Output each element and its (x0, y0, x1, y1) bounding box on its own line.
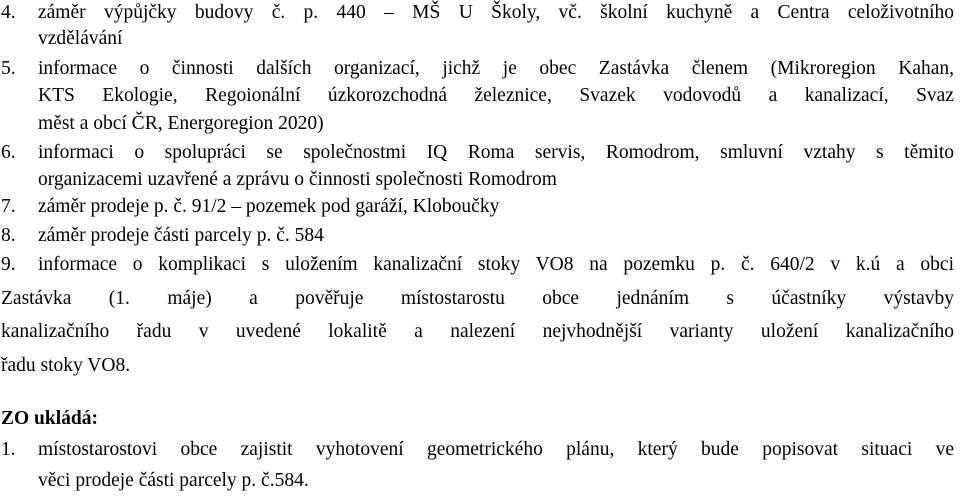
list-item-line: vzdělávání (38, 28, 123, 49)
list-number: 4. (1, 2, 16, 23)
list-number: 5. (1, 58, 16, 79)
list-item-line: Zastávka (1. máje) a pověřuje místostarostu obce jednáním s účastníky výstavby (1, 288, 954, 309)
task-number: 1. (1, 439, 16, 460)
list-item-line: záměr výpůjčky budovy č. p. 440 – MŠ U Školy, vč. školní kuchyně a Centra celoživotního (38, 2, 954, 23)
list-item-line: záměr prodeje p. č. 91/2 – pozemek pod garáží, Kloboučky (38, 196, 500, 217)
section-heading: ZO ukládá: (1, 408, 98, 429)
list-item-line: KTS Ekologie, Regoionální úzkorozchodná železnice, Svazek vodovodů a kanalizací, Svaz (38, 85, 954, 106)
list-item-line: řadu stoky VO8. (1, 355, 131, 376)
list-item-line: informaci o spolupráci se společnostmi IQ Roma servis, Romodrom, smluvní vztahy s těmito (38, 142, 954, 163)
list-item-line: měst a obcí ČR, Energoregion 2020) (38, 113, 324, 134)
list-item-line: informace o komplikaci s uložením kanalizační stoky VO8 na pozemku p. č. 640/2 v k.ú a obci (38, 254, 954, 275)
list-number: 6. (1, 142, 16, 163)
list-number: 8. (1, 225, 16, 246)
task-item-line: věci prodeje části parcely p. č.584. (38, 470, 309, 491)
list-item-line: kanalizačního řadu v uvedené lokalitě a nalezení nejvhodnější varianty uložení kanalizačního (1, 321, 954, 342)
task-item-line: místostarostovi obce zajistit vyhotovení geometrického plánu, který bude popisovat situaci ve (38, 439, 954, 460)
list-number: 9. (1, 254, 16, 275)
list-item-line: záměr prodeje části parcely p. č. 584 (38, 225, 324, 246)
list-number: 7. (1, 196, 16, 217)
list-item-line: organizacemi uzavřené a zprávu o činnosti společnosti Romodrom (38, 169, 557, 190)
list-item-line: informace o činnosti dalších organizací, jichž je obec Zastávka členem (Mikroregion Kahan, (38, 58, 954, 79)
